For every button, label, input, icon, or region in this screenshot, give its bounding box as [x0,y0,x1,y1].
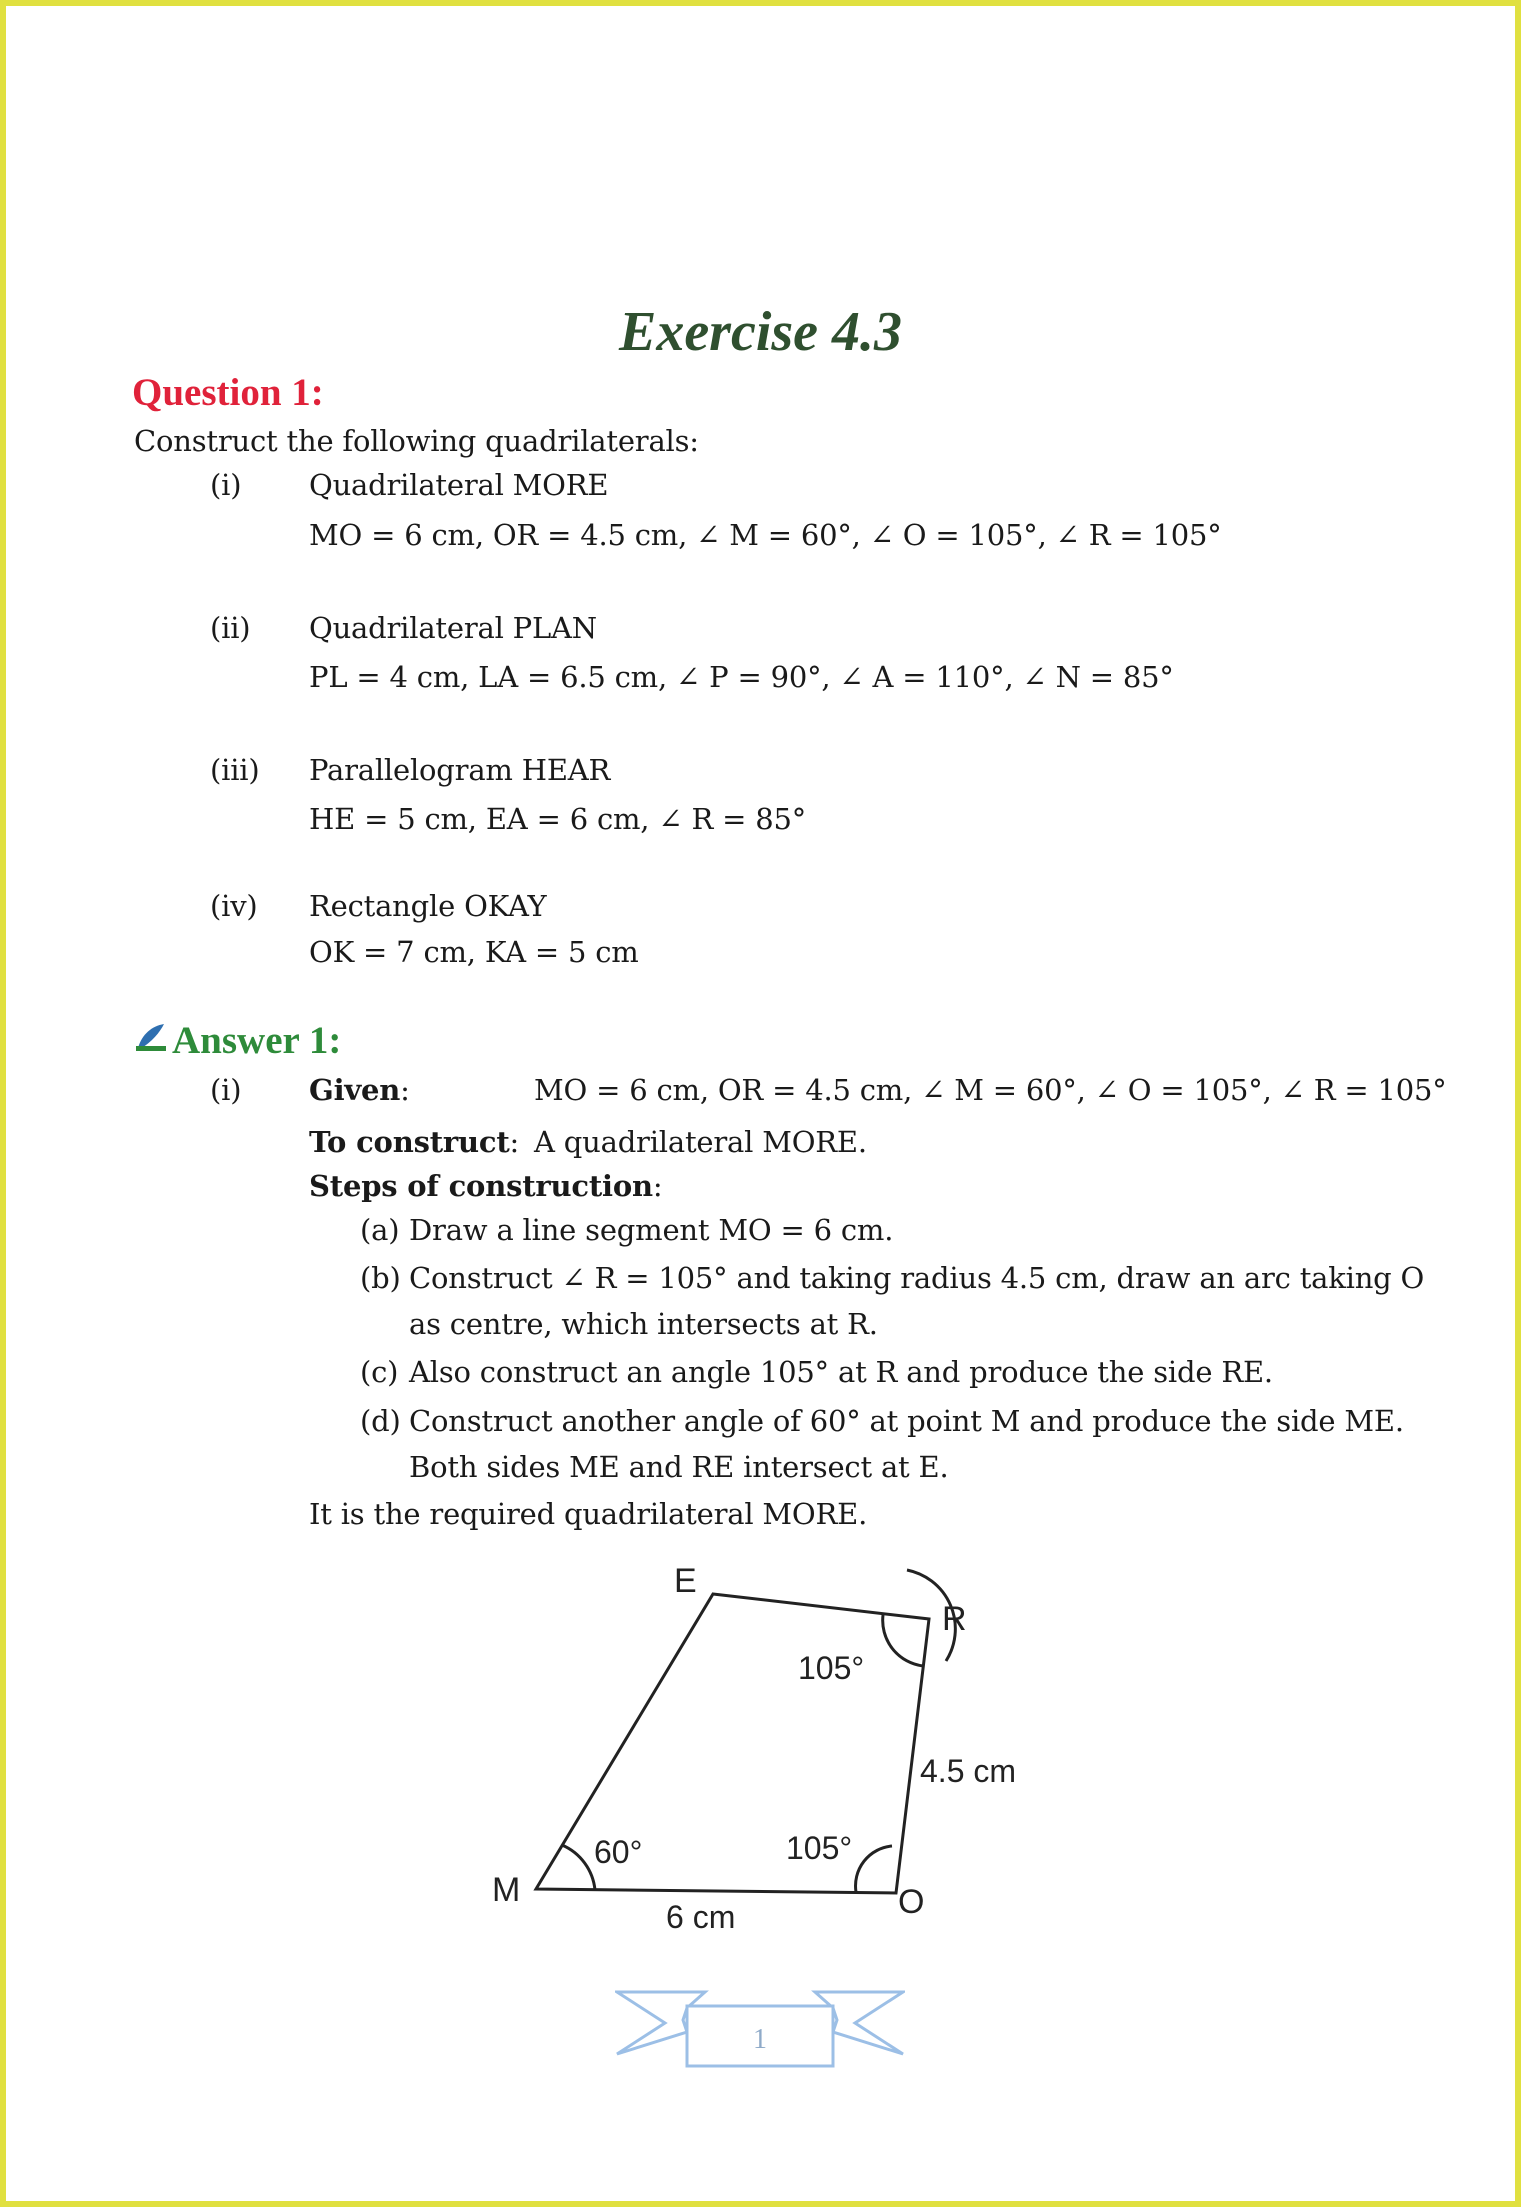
angle-m-label: 60° [594,1834,643,1870]
step-label: (b) [360,1261,401,1295]
given-label-line: Given: [309,1073,410,1107]
part-data: OK = 7 cm, KA = 5 cm [309,935,639,969]
conclusion: It is the required quadrilateral MORE. [309,1497,868,1531]
angle-r-label: 105° [798,1650,865,1686]
step-text: Also construct an angle 105° at R and produce the side RE. [409,1355,1273,1389]
given-label: Given [309,1073,401,1107]
step-text: Construct another angle of 60° at point M and produce the side ME. [409,1404,1404,1438]
part-number: (iii) [210,753,260,787]
angle-o-label: 105° [786,1830,853,1866]
part-number: (iv) [210,889,258,923]
part-name: Rectangle OKAY [309,889,547,923]
construct-value: A quadrilateral MORE. [534,1125,867,1159]
construct-label: To construct [309,1125,510,1159]
question-prompt: Construct the following quadrilaterals: [134,424,699,458]
pen-icon [134,1022,168,1052]
side-or-label: 4.5 cm [920,1753,1017,1789]
vertex-m-label: M [492,1871,521,1909]
quadrilateral-more-figure [470,1545,1050,1945]
vertex-r-label: R [942,1600,967,1638]
angle-arc-r [883,1615,923,1666]
vertex-e-label: E [674,1562,697,1600]
exercise-title: Exercise 4.3 [618,301,903,363]
page-number: 1 [753,2024,767,2055]
angle-arc-o [856,1846,892,1892]
construct-label-line: To construct: [309,1125,520,1159]
part-name: Parallelogram HEAR [309,753,611,787]
side-mo-label: 6 cm [666,1899,736,1935]
step-text: Both sides ME and RE intersect at E. [409,1450,949,1484]
step-text: Draw a line segment MO = 6 cm. [409,1213,894,1247]
question-heading: Question 1: [132,371,324,414]
part-number: (i) [210,468,242,502]
part-name: Quadrilateral MORE [309,468,609,502]
given-value: MO = 6 cm, OR = 4.5 cm, ∠ M = 60°, ∠ O = 105°, ∠ R = 105° [534,1073,1447,1107]
part-data: PL = 4 cm, LA = 6.5 cm, ∠ P = 90°, ∠ A = 110°, ∠ N = 85° [309,660,1174,694]
steps-label: Steps of construction [309,1169,653,1203]
vertex-o-label: O [898,1883,925,1921]
part-data: MO = 6 cm, OR = 4.5 cm, ∠ M = 60°, ∠ O = 105°, ∠ R = 105° [309,518,1222,552]
step-label: (c) [360,1355,399,1389]
part-data: HE = 5 cm, EA = 6 cm, ∠ R = 85° [309,802,807,836]
steps-label-line: Steps of construction: [309,1169,663,1203]
part-name: Quadrilateral PLAN [309,611,597,645]
answer-part-number: (i) [210,1073,242,1107]
part-number: (ii) [210,611,251,645]
angle-arc-m [562,1845,595,1890]
step-label: (a) [360,1213,400,1247]
step-label: (d) [360,1404,401,1438]
step-text: Construct ∠ R = 105° and taking radius 4.5 cm, draw an arc taking O [409,1261,1425,1295]
answer-heading: Answer 1: [172,1019,342,1062]
step-text: as centre, which intersects at R. [409,1307,878,1341]
